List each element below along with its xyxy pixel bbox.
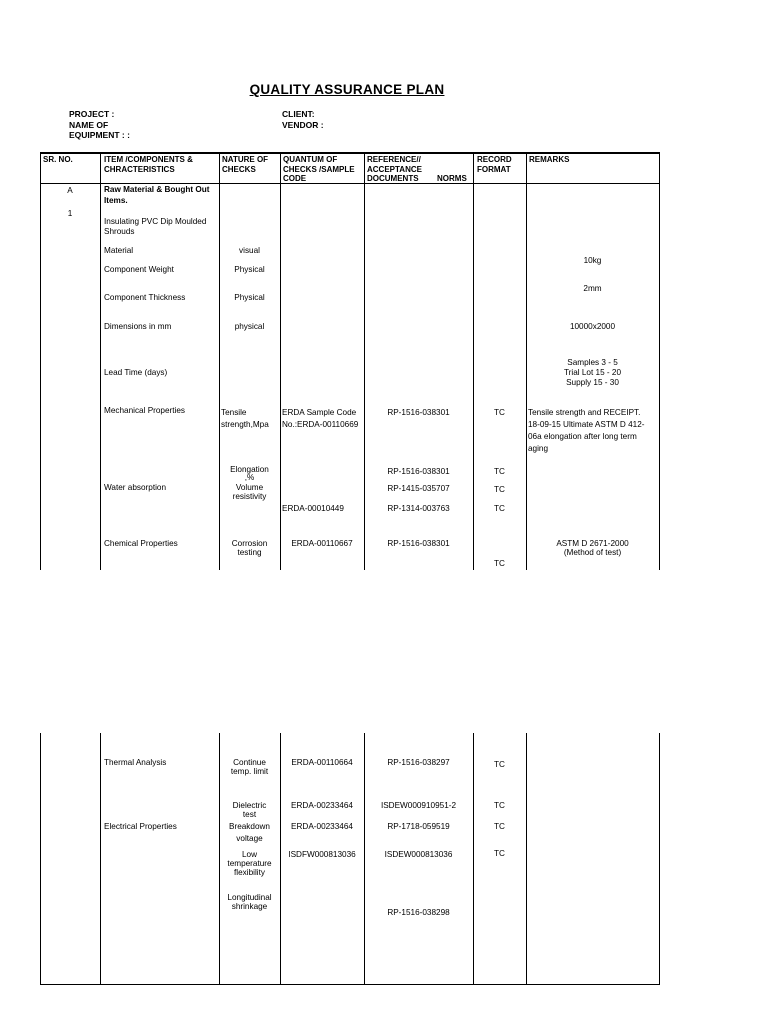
nature-elongation-1: Elongation xyxy=(230,465,269,474)
ref-longitudinal: RP-1516-038298 xyxy=(387,908,450,917)
nature-material: visual xyxy=(239,246,260,255)
item-chemical: Chemical Properties xyxy=(104,539,178,548)
ref-lowtemp: ISDEW000813036 xyxy=(384,850,453,859)
client-label: CLIENT: xyxy=(282,109,315,119)
project-label: PROJECT : xyxy=(69,109,115,119)
item-mechanical: Mechanical Properties xyxy=(104,406,186,415)
col-sr-no: SR. NO. xyxy=(43,155,73,164)
record-mechanical: TC xyxy=(494,408,505,417)
name-of-label: NAME OF xyxy=(69,120,109,130)
quantum-erda449: ERDA-00010449 xyxy=(282,504,344,513)
nature-electrical-1: Breakdown xyxy=(229,822,270,831)
remarks-mechanical-4: aging xyxy=(528,444,549,453)
remarks-lead-time-1: Samples 3 - 5 xyxy=(567,358,618,367)
quantum-chemical: ERDA-00110667 xyxy=(291,539,353,548)
item-dimensions: Dimensions in mm xyxy=(104,322,172,331)
quantum-electrical: ERDA-00233464 xyxy=(291,822,353,831)
nature-longitudinal-1: Longitudinal xyxy=(227,893,272,902)
nature-lowtemp-2: temperature xyxy=(227,859,272,868)
nature-chemical-2: testing xyxy=(237,548,262,557)
nature-lowtemp-1: Low xyxy=(241,850,258,859)
item-weight: Component Weight xyxy=(104,265,174,274)
col-norms: NORMS xyxy=(437,174,467,183)
nature-thermal-2: temp. limit xyxy=(230,767,269,776)
col-nature: NATURE OF CHECKS xyxy=(222,155,269,174)
section-title: Raw Material & Bought Out Items. xyxy=(104,185,210,205)
remarks-lead-time-3: Supply 15 - 30 xyxy=(566,378,619,387)
nature-water-2: resistivity xyxy=(232,492,267,501)
nature-mechanical-2: strength,Mpa xyxy=(221,420,269,429)
quantum-mechanical-1: ERDA Sample Code xyxy=(282,408,357,417)
item-material: Material xyxy=(104,246,134,255)
remarks-mechanical-3: 06a elongation after long term xyxy=(528,432,637,441)
ref-water: RP-1415-035707 xyxy=(387,484,450,493)
equipment-label: EQUIPMENT : : xyxy=(69,130,130,140)
item-lead-time: Lead Time (days) xyxy=(104,368,168,377)
nature-thickness: Physical xyxy=(234,293,265,302)
item-thermal: Thermal Analysis xyxy=(104,758,167,767)
remarks-thickness: 2mm xyxy=(583,284,602,293)
quantum-thermal: ERDA-00110664 xyxy=(291,758,353,767)
ref-dielectric: ISDEW000910951-2 xyxy=(380,801,457,810)
section-number: 1 xyxy=(67,209,73,218)
record-erda449: TC xyxy=(494,504,505,513)
remarks-mechanical-1: Tensile strength and RECEIPT. xyxy=(528,408,641,417)
remarks-chemical-1: ASTM D 2671-2000 xyxy=(556,539,629,548)
quantum-dielectric: ERDA-00233464 xyxy=(291,801,353,810)
page-title: QUALITY ASSURANCE PLAN xyxy=(249,82,445,97)
remarks-chemical-2: (Method of test) xyxy=(563,548,622,557)
section-subtitle: Insulating PVC Dip Moulded Shrouds xyxy=(104,217,207,236)
item-electrical: Electrical Properties xyxy=(104,822,177,831)
quantum-lowtemp: ISDFW000813036 xyxy=(288,850,356,859)
vendor-label: VENDOR : xyxy=(282,120,324,130)
item-thickness: Component Thickness xyxy=(104,293,186,302)
remarks-lead-time-2: Trial Lot 15 - 20 xyxy=(563,368,622,377)
item-water: Water absorption xyxy=(104,483,167,492)
record-lowtemp: TC xyxy=(494,849,505,858)
nature-lowtemp-3: flexibility xyxy=(234,868,265,877)
ref-chemical: RP-1516-038301 xyxy=(387,539,450,548)
remarks-weight: 10kg xyxy=(583,256,602,265)
nature-weight: Physical xyxy=(234,265,265,274)
nature-thermal-1: Continue xyxy=(233,758,266,767)
nature-chemical-1: Corrosion xyxy=(231,539,268,548)
nature-dielectric-1: Dielectric xyxy=(232,801,267,810)
ref-elongation: RP-1516-038301 xyxy=(387,467,450,476)
ref-thermal: RP-1516-038297 xyxy=(387,758,450,767)
nature-dielectric-2: test xyxy=(242,810,257,819)
record-chemical: TC xyxy=(494,559,505,568)
record-dielectric: TC xyxy=(494,801,505,810)
nature-dimensions: physical xyxy=(234,322,265,331)
quantum-mechanical-2: No.:ERDA-00110669 xyxy=(282,420,359,429)
record-water: TC xyxy=(494,485,505,494)
nature-electrical-2: voltage xyxy=(236,834,263,843)
ref-electrical: RP-1718-059519 xyxy=(387,822,450,831)
ref-erda449: RP-1314-003763 xyxy=(387,504,450,513)
section-letter: A xyxy=(67,186,73,195)
col-reference: REFERENCE// ACCEPTANCE DOCUMENTS xyxy=(367,155,422,183)
ref-mechanical: RP-1516-038301 xyxy=(387,408,450,417)
nature-longitudinal-2: shrinkage xyxy=(231,902,268,911)
record-thermal: TC xyxy=(494,760,505,769)
remarks-dimensions: 10000x2000 xyxy=(569,322,616,331)
col-item: ITEM /COMPONENTS & CHRACTERISTICS xyxy=(104,155,193,174)
record-elongation: TC xyxy=(494,467,505,476)
nature-mechanical-1: Tensile xyxy=(221,408,247,417)
nature-elongation-2: ,% xyxy=(244,473,255,482)
col-record: RECORD FORMAT xyxy=(477,155,512,174)
remarks-mechanical-2: 18-09-15 Ultimate ASTM D 412- xyxy=(528,420,645,429)
col-remarks: REMARKS xyxy=(529,155,570,164)
nature-water-1: Volume xyxy=(235,483,264,492)
record-electrical: TC xyxy=(494,822,505,831)
col-quantum: QUANTUM OF CHECKS /SAMPLE CODE xyxy=(283,155,355,183)
